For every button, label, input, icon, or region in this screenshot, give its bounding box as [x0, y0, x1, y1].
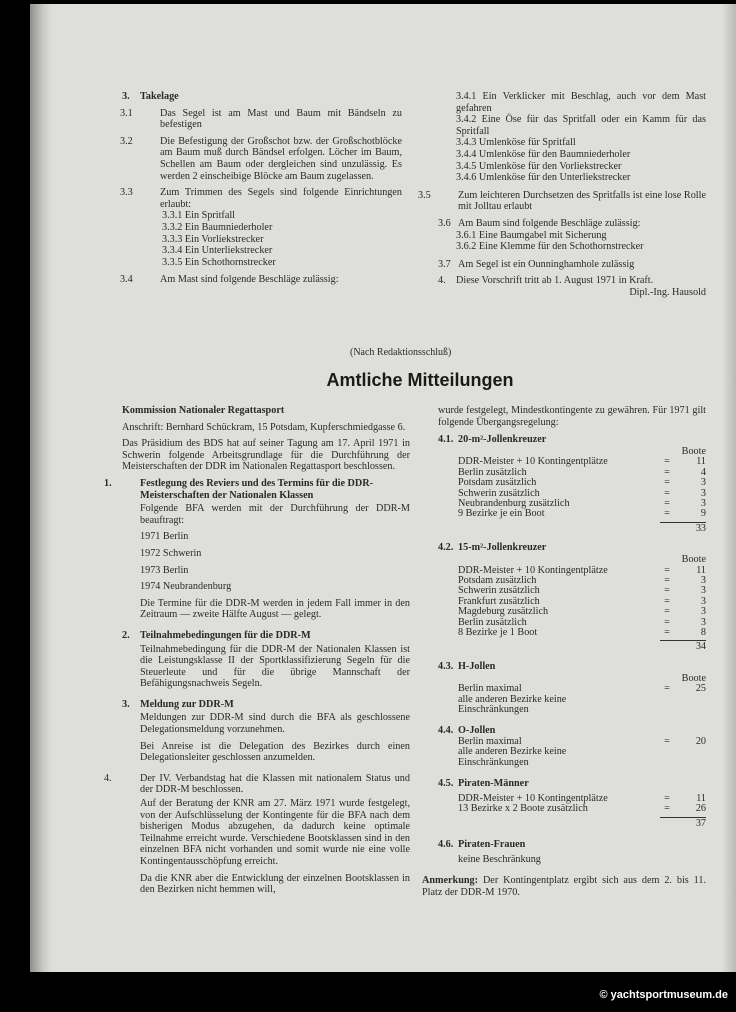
table-row: Potsdam zusätzlich = 3: [458, 477, 706, 489]
section-3-text-2: Bei Anreise ist die Delegation des Bezirkes durch einen Delegationsleiter geschlossen anzumelden.: [140, 740, 410, 764]
table-4-5: [438, 794, 706, 815]
section-4-5-heading: 4.5. Piraten-Männer: [438, 778, 529, 790]
table-row: Magdeburg zusätzlich = 3: [458, 606, 706, 618]
table-row: Frankfurt zusätzlich = 3: [458, 595, 706, 607]
year-item: 1972 Schwerin: [140, 547, 202, 559]
table-row: Berlin zusätzlich = 4: [458, 466, 706, 478]
takelage-3-5: 3.5 Zum leichteren Durchsetzen des Spritfalls ist eine lose Rolle mit Jolltau erlaubt: [418, 189, 706, 213]
takelage-right-column: [418, 91, 706, 299]
section-3-text: Meldungen zur DDR-M sind durch die BFA als geschlossene Delegationsmeldung vorzunehmen.: [140, 712, 410, 736]
sum-4-5: 37: [438, 815, 706, 830]
takelage-heading: 3. Takelage: [122, 91, 179, 102]
signature: Dipl.-Ing. Hausold: [629, 286, 706, 298]
section-1-body: [122, 503, 410, 621]
section-4-6: [438, 839, 706, 865]
list-item: 3.6.1 Eine Baumgabel mit Sicherung: [456, 229, 607, 241]
section-1-text: Folgende BFA werden mit der Durchführung der DDR-M beauftragt:: [140, 503, 410, 526]
table-4-3: [438, 684, 706, 715]
section-2-heading: 2. Teilnahmebedingungen für die DDR-M: [122, 629, 311, 641]
document-page: [30, 4, 736, 972]
intro-text: Das Präsidium des BDS hat auf seiner Tagung am 17. April 1971 in Schwerin folgende Arbeitsgrundlage für die Durchführung der Meisterschaften der DDR im Nationalen Regattasport beschlossen.: [122, 438, 410, 473]
section-1-text-2: Die Termine für die DDR-M werden in jedem Fall immer in den Zeitraum — zweite Hälfte August — gelegt.: [140, 597, 410, 621]
section-4-text-2: Da die KNR aber die Entwicklung der einzelnen Bootsklassen in den Bezirken nicht hemmen will,: [140, 872, 410, 896]
page-title: Amtliche Mitteilungen: [326, 370, 514, 390]
notice: (Nach Redaktionsschluß): [350, 347, 452, 358]
table-4-4: [438, 737, 706, 768]
section-4-6-text: keine Beschränkung: [458, 853, 541, 865]
boote-label: Boote: [681, 672, 706, 684]
table-row: Berlin maximal = 20: [458, 736, 706, 748]
sum-4-2: 34: [438, 638, 706, 653]
list-item: 3.3.4 Ein Unterliekstrecker: [162, 245, 273, 257]
table-row: Einschränkungen: [458, 756, 529, 768]
year-item: 1973 Berlin: [140, 564, 189, 576]
org-heading: Kommission Nationaler Regattasport: [122, 405, 285, 416]
list-item: 3.4.5 Umlenköse für den Vorliekstrecker: [456, 160, 622, 172]
table-row: 13 Bezirke x 2 Boote zusätzlich = 26: [458, 803, 706, 815]
section-4-4: [438, 725, 706, 768]
list-item: 3.3.2 Ein Baumniederholer: [162, 221, 273, 233]
list-item: 3.3.5 Ein Schothornstrecker: [162, 256, 276, 268]
takelage-3-1: 3.1 Das Segel ist am Mast und Baum mit Bändseln zu befestigen: [120, 107, 402, 131]
list-item: 3.4.3 Umlenköse für Spritfall: [456, 137, 576, 149]
section-4-6-heading: 4.6. Piraten-Frauen: [438, 839, 526, 851]
table-row: Neubrandenburg zusätzlich = 3: [458, 498, 706, 509]
table-row: Einschränkungen: [458, 704, 529, 716]
section-4-3-heading: 4.3. H-Jollen: [438, 661, 496, 673]
year-item: 1974 Neubrandenburg: [140, 581, 232, 593]
continuation-text: wurde festgelegt, Mindestkontingente zu gewähren. Für 1971 gilt folgende Übergangsregelung:: [438, 405, 706, 428]
section-4-2-heading: 4.2. 15-m²-Jollenkreuzer: [438, 542, 547, 554]
list-item: 3.3.3 Ein Vorliekstrecker: [162, 233, 264, 245]
takelage-3-4-list: [438, 91, 706, 184]
takelage-3-4: 3.4 Am Mast sind folgende Beschläge zulässig:: [120, 274, 339, 286]
section-4-text: Auf der Beratung der KNR am 27. März 1971 wurde festgelegt, von der Aufschlüsselung der Kontingente für die BFA nach dem bisherigen Modus abzugehen, da dadurch keine optimale Teilnahme erreicht wurde. Verschiedene Bootsklassen sind in den einzelnen BFA nicht vorhanden und somit wurde nie eine volle Kontingentausschöpfung erreicht.: [140, 798, 410, 867]
takelage-3-2: 3.2 Die Befestigung der Großschot bzw. der Großschotblöcke am Baum muß durch Bändsel erfolgen. Löcher im Baum, Schellen am Baum oder dergleichen sind unzulässig. Es werden 2 einscheibige Blöcke am Baum zugelassen.: [120, 135, 402, 182]
table-row: DDR-Meister + 10 Kontingentplätze = 11: [458, 792, 706, 804]
section-3-heading: 3. Meldung zur DDR-M: [122, 698, 234, 710]
takelage-3-3-list: [122, 210, 402, 268]
table-row: DDR-Meister + 10 Kontingentplätze = 11: [458, 564, 706, 576]
note: Anmerkung: Der Kontingentplatz ergibt sich aus dem 2. bis 11. Platz der DDR-M 1970.: [422, 875, 707, 899]
list-item: 3.6.2 Eine Klemme für den Schothornstrecker: [456, 241, 644, 253]
section-4-1-heading: 4.1. 20-m²-Jollenkreuzer: [438, 434, 547, 446]
address: Anschrift: Bernhard Schückram, 15 Potsdam, Kupferschmiedgasse 6.: [122, 421, 406, 433]
table-row: alle anderen Bezirke keine: [458, 746, 567, 758]
takelage-3-7: 3.7 Am Segel ist ein Ounninghamhole zulässig: [438, 258, 635, 270]
list-item: 3.3.1 Ein Spritfall: [162, 210, 236, 222]
mitteilungen-left-column: [104, 405, 410, 901]
section-4-2: [438, 542, 706, 653]
year-item: 1971 Berlin: [140, 531, 189, 543]
takelage-4: 4. Diese Vorschrift tritt ab 1. August 1971 in Kraft.: [438, 275, 654, 287]
takelage-3-6: 3.6 Am Baum sind folgende Beschläge zulässig:: [438, 217, 641, 229]
list-item: 3.4.4 Umlenköse für den Baumniederholer: [456, 148, 631, 160]
takelage-3-6-list: [438, 230, 706, 253]
section-4-heading: 4. Der IV. Verbandstag hat die Klassen mit nationalem Status und der DDR-M beschlossen.: [104, 772, 410, 796]
section-2-text: Teilnahmebedingung für die DDR-M der Nationalen Klassen ist die Leistungsklasse II der Sportklassifizierung Segeln für die Steuerleute und für die übrige Mannschaft der Befähigungsnachweis Segeln.: [140, 643, 410, 690]
takelage-left-column: [122, 91, 402, 291]
table-row: Schwerin zusätzlich = 3: [458, 487, 706, 499]
list-item: 3.4.6 Umlenköse für den Unterliekstrecker: [456, 172, 631, 184]
mitteilungen-right-column: [422, 405, 707, 904]
section-4-4-heading: 4.4. O-Jollen: [438, 725, 496, 737]
table-row: Berlin zusätzlich = 3: [458, 616, 706, 628]
boote-label: Boote: [681, 445, 706, 457]
section-1-heading: 1. Festlegung des Reviers und des Termins für die DDR-Meisterschaften der Nationalen Klassen: [104, 477, 374, 501]
table-row: Schwerin zusätzlich = 3: [458, 585, 706, 597]
section-4-5: [438, 778, 706, 829]
list-item: 3.4.1 Ein Verklicker mit Beschlag, auch vor dem Mast gefahren: [456, 91, 706, 114]
table-row: Potsdam zusätzlich = 3: [458, 575, 706, 586]
section-2-body: [122, 644, 410, 690]
section-4-body: [122, 798, 410, 896]
table-row: 9 Bezirke je ein Boot = 9: [458, 508, 706, 520]
section-4-1: [438, 434, 706, 534]
takelage-3-3: 3.3 Zum Trimmen des Segels sind folgende Einrichtungen erlaubt:: [120, 187, 402, 210]
boote-label: Boote: [681, 554, 706, 565]
copyright-notice: © yachtsportmuseum.de: [599, 989, 728, 1001]
table-row: Berlin maximal = 25: [458, 683, 706, 695]
table-4-2: [438, 566, 706, 639]
table-row: DDR-Meister + 10 Kontingentplätze = 11: [458, 456, 706, 468]
table-row: 8 Bezirke je 1 Boot = 8: [458, 627, 706, 639]
sum-4-1: 33: [438, 520, 706, 535]
list-item: 3.4.2 Eine Öse für das Spritfall oder ein Kamm für das Spritfall: [456, 114, 706, 137]
section-3-body: [122, 712, 410, 763]
table-4-1: [438, 457, 706, 519]
table-row: alle anderen Bezirke keine: [458, 693, 567, 705]
section-4-3: [438, 661, 706, 715]
